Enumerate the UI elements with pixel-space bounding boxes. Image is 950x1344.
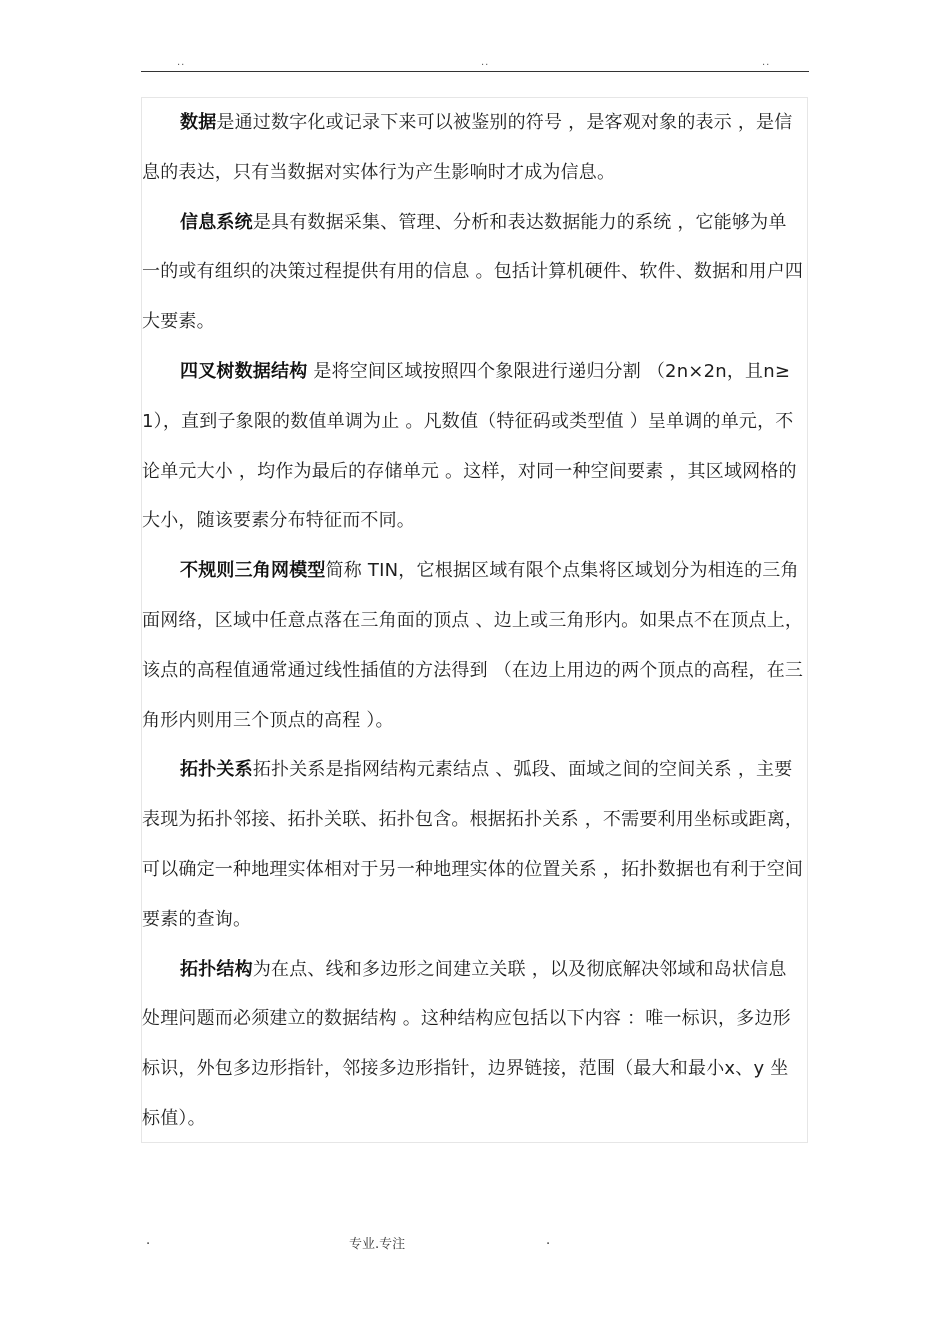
paragraph-tin — [142, 546, 804, 745]
footer-right-dot: . — [546, 1233, 551, 1248]
page-header — [141, 58, 809, 72]
page-footer — [0, 1233, 950, 1253]
paragraph-information-system — [142, 198, 804, 347]
footer-left-dot: . — [146, 1233, 151, 1248]
content-box — [141, 97, 808, 1143]
header-right-mark: .. — [762, 57, 771, 68]
paragraph-quadtree — [142, 347, 804, 546]
definition-quadtree: 是将空间区域按照四个象限进行递归分割 （2n×2n，且n≥1），直到子象限的数值单调为止 。凡数值（特征码或类型值 ）呈单调的单元，不论单元大小 ，均作为最后的存储单元 。这样，对同一种空间要素 ，其区域网格的大小，随该要素分布特征而不同。 — [142, 360, 797, 532]
definition-data: 是通过数字化或记录下来可以被鉴别的符号 ，是客观对象的表示 ，是信息的表达，只有当数据对实体行为产生影响时才成为信息。 — [142, 112, 793, 183]
term-quadtree: 四叉树数据结构 — [180, 360, 308, 382]
term-information-system: 信息系统 — [180, 211, 253, 233]
definition-information-system: 是具有数据采集、管理、分析和表达数据能力的系统 ，它能够为单一的或有组织的决策过程提供有用的信息 。包括计算机硬件、软件、数据和用户四大要素。 — [142, 211, 804, 333]
header-middle-mark: .. — [481, 57, 490, 68]
paragraph-topology-relation — [142, 745, 804, 944]
paragraph-topology-structure — [142, 945, 804, 1144]
header-left-mark: .. — [177, 57, 186, 68]
term-tin: 不规则三角网模型 — [180, 560, 326, 582]
term-topology-relation: 拓扑关系 — [180, 759, 253, 781]
definition-tin: 简称 TIN，它根据区域有限个点集将区域划分为相连的三角面网络，区域中任意点落在三角面的顶点 、边上或三角形内。如果点不在顶点上，该点的高程值通常通过线性插值的方法得到 （在边上用边的两个顶点的高程，在三角形内则用三个顶点的高程 ）。 — [142, 560, 804, 731]
term-data: 数据 — [180, 112, 217, 133]
definition-topology-structure: 为在点、线和多边形之间建立关联 ，以及彻底解决邻域和岛状信息处理问题而必须建立的数据结构 。这种结构应包括以下内容 ：唯一标识，多边形标识，外包多边形指针，邻接多边形指针，边界链接，范围（最大和最小x、y 坐标值）。 — [142, 958, 791, 1129]
footer-text: 专业.专注 — [349, 1237, 406, 1252]
paragraph-data — [142, 98, 804, 198]
term-topology-structure: 拓扑结构 — [180, 958, 253, 980]
definition-topology-relation: 拓扑关系是指网结构元素结点 、弧段、面域之间的空间关系 ，主要表现为拓扑邻接、拓扑关联、拓扑包含。根据拓扑关系 ，不需要利用坐标或距离，可以确定一种地理实体相对于另一种地理实体的位置关系 ，拓扑数据也有利于空间要素的查询。 — [142, 759, 804, 930]
